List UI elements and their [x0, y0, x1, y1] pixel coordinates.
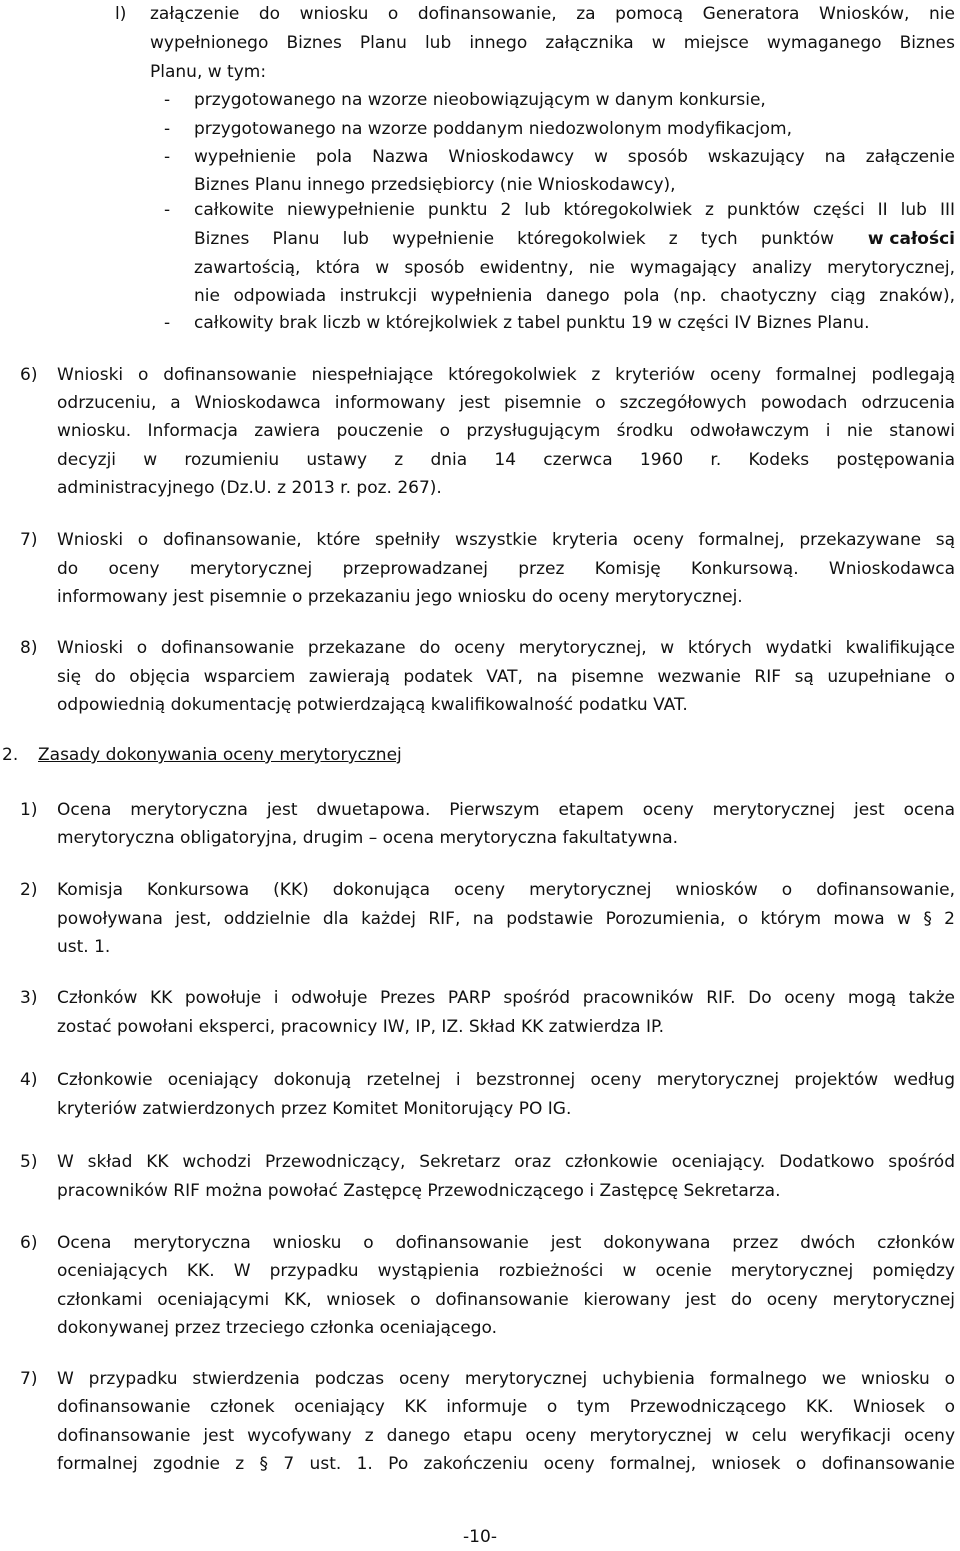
paragraph-line: Wnioski o dofinansowanie przekazane do oceny merytorycznej, w których wydatki kwalifikujące	[57, 638, 955, 658]
item-line: Komisja Konkursowa (KK) dokonująca oceny merytorycznej wniosków o dofinansowanie,	[57, 880, 955, 900]
paragraph-number: 8)	[20, 638, 38, 658]
paragraph-line: administracyjnego (Dz.U. z 2013 r. poz. 267).	[57, 478, 442, 498]
bullet-4-line-2-text: Biznes Planu lub wypełnienie któregokolwiek z tych punktów	[194, 229, 834, 249]
paragraph-line: wniosku. Informacja zawiera pouczenie o przysługującym środku odwoławczym i nie stanowi	[57, 421, 955, 441]
bullet-4-line-1: całkowite niewypełnienie punktu 2 lub któregokolwiek z punktów części II lub III	[194, 200, 955, 220]
paragraph-line: do oceny merytorycznej przeprowadzanej przez Komisję Konkursową. Wnioskodawca	[57, 559, 955, 579]
item-number: 2)	[20, 880, 38, 900]
bullet-dash: -	[164, 147, 171, 167]
paragraph-line: Wnioski o dofinansowanie niespełniające któregokolwiek z kryteriów oceny formalnej podlegają	[57, 365, 955, 385]
item-number: 3)	[20, 988, 38, 1008]
item-line: oceniających KK. W przypadku wystąpienia rozbieżności w ocenie merytorycznej pomiędzy	[57, 1261, 955, 1281]
item-line: Ocena merytoryczna wniosku o dofinansowanie jest dokonywana przez dwóch członków	[57, 1233, 955, 1253]
paragraph-line: decyzji w rozumieniu ustawy z dnia 14 czerwca 1960 r. Kodeks postępowania	[57, 450, 955, 470]
bullet-4-line-2	[194, 229, 955, 251]
item-line: Członkowie oceniający dokonują rzetelnej i bezstronnej oceny merytorycznej projektów według	[57, 1070, 955, 1090]
paragraph-line: się do objęcia wsparciem zawierają podatek VAT, na pisemne wezwanie RIF są uzupełniane o	[57, 667, 955, 687]
item-number: 4)	[20, 1070, 38, 1090]
item-line: dofinansowanie członek oceniający KK informuje o tym Przewodniczącego KK. Wniosek o	[57, 1397, 955, 1417]
item-line: ust. 1.	[57, 937, 111, 957]
item-line: merytoryczna obligatoryjna, drugim – ocena merytoryczna fakultatywna.	[57, 828, 679, 848]
bullet-1: przygotowanego na wzorze nieobowiązującym w danym konkursie,	[194, 90, 766, 110]
item-line: Członków KK powołuje i odwołuje Prezes PARP spośród pracowników RIF. Do oceny mogą także	[57, 988, 955, 1008]
item-line: dofinansowanie jest wycofywany z danego etapu oceny merytorycznej w celu weryfikacji oceny	[57, 1426, 955, 1446]
bullet-4-line-4: nie odpowiada instrukcji wypełnienia danego pola (np. chaotyczny ciąg znaków),	[194, 286, 955, 306]
page-number: -10-	[463, 1527, 497, 1547]
paragraph-line: informowany jest pisemnie o przekazaniu jego wniosku do oceny merytorycznej.	[57, 587, 743, 607]
item-line: pracowników RIF można powołać Zastępcę Przewodniczącego i Zastępcę Sekretarza.	[57, 1181, 781, 1201]
item-line: formalnej zgodnie z § 7 ust. 1. Po zakończeniu oceny formalnej, wniosek o dofinansowanie	[57, 1454, 955, 1474]
bullet-5: całkowity brak liczb w którejkolwiek z tabel punktu 19 w części IV Biznes Planu.	[194, 313, 870, 333]
paragraph-line: odpowiednią dokumentację potwierdzającą kwalifikowalność podatku VAT.	[57, 695, 688, 715]
bullet-dash: -	[164, 313, 171, 333]
bullet-4-line-3: zawartością, która w sposób ewidentny, nie wymagający analizy merytorycznej,	[194, 258, 955, 278]
item-line: kryteriów zatwierdzonych przez Komitet Monitorujący PO IG.	[57, 1099, 572, 1119]
item-line: zostać powołani eksperci, pracownicy IW, IP, IZ. Skład KK zatwierdza IP.	[57, 1017, 665, 1037]
item-number: 6)	[20, 1233, 38, 1253]
item-l-line-2: wypełnionego Biznes Planu lub innego załącznika w miejsce wymaganego Biznes	[150, 33, 955, 53]
bullet-3-line-2: Biznes Planu innego przedsiębiorcy (nie Wnioskodawcy),	[194, 175, 676, 195]
paragraph-number: 7)	[20, 530, 38, 550]
item-line: powoływana jest, oddzielnie dla każdej RIF, na podstawie Porozumienia, o którym mowa w § 2	[57, 909, 955, 929]
bullet-dash: -	[164, 200, 171, 220]
item-line: Ocena merytoryczna jest dwuetapowa. Pierwszym etapem oceny merytorycznej jest ocena	[57, 800, 955, 820]
item-l-line-1: załączenie do wniosku o dofinansowanie, za pomocą Generatora Wniosków, nie	[150, 4, 955, 24]
item-number: 5)	[20, 1152, 38, 1172]
item-number: 7)	[20, 1369, 38, 1389]
item-line: dokonywanej przez trzeciego członka oceniającego.	[57, 1318, 498, 1338]
section-title: Zasady dokonywania oceny merytorycznej	[38, 745, 402, 765]
paragraph-line: Wnioski o dofinansowanie, które spełniły wszystkie kryteria oceny formalnej, przekazywane są	[57, 530, 955, 550]
item-line: W skład KK wchodzi Przewodniczący, Sekretarz oraz członkowie oceniający. Dodatkowo spośród	[57, 1152, 955, 1172]
item-number: 1)	[20, 800, 38, 820]
bullet-2: przygotowanego na wzorze poddanym niedozwolonym modyfikacjom,	[194, 119, 792, 139]
bold-phrase: w całości	[867, 229, 955, 249]
item-l-marker: l)	[115, 4, 127, 24]
bullet-dash: -	[164, 90, 171, 110]
item-line: członkami oceniającymi KK, wniosek o dofinansowanie kierowany jest do oceny merytorycznej	[57, 1290, 955, 1310]
bullet-3-line-1: wypełnienie pola Nazwa Wnioskodawcy w sposób wskazujący na załączenie	[194, 147, 955, 167]
paragraph-line: odrzuceniu, a Wnioskodawca informowany jest pisemnie o szczegółowych powodach odrzucenia	[57, 393, 955, 413]
item-line: W przypadku stwierdzenia podczas oceny merytorycznej uchybienia formalnego we wniosku o	[57, 1369, 955, 1389]
paragraph-number: 6)	[20, 365, 38, 385]
item-l-line-3: Planu, w tym:	[150, 62, 267, 82]
bullet-dash: -	[164, 119, 171, 139]
section-number: 2.	[2, 745, 19, 765]
